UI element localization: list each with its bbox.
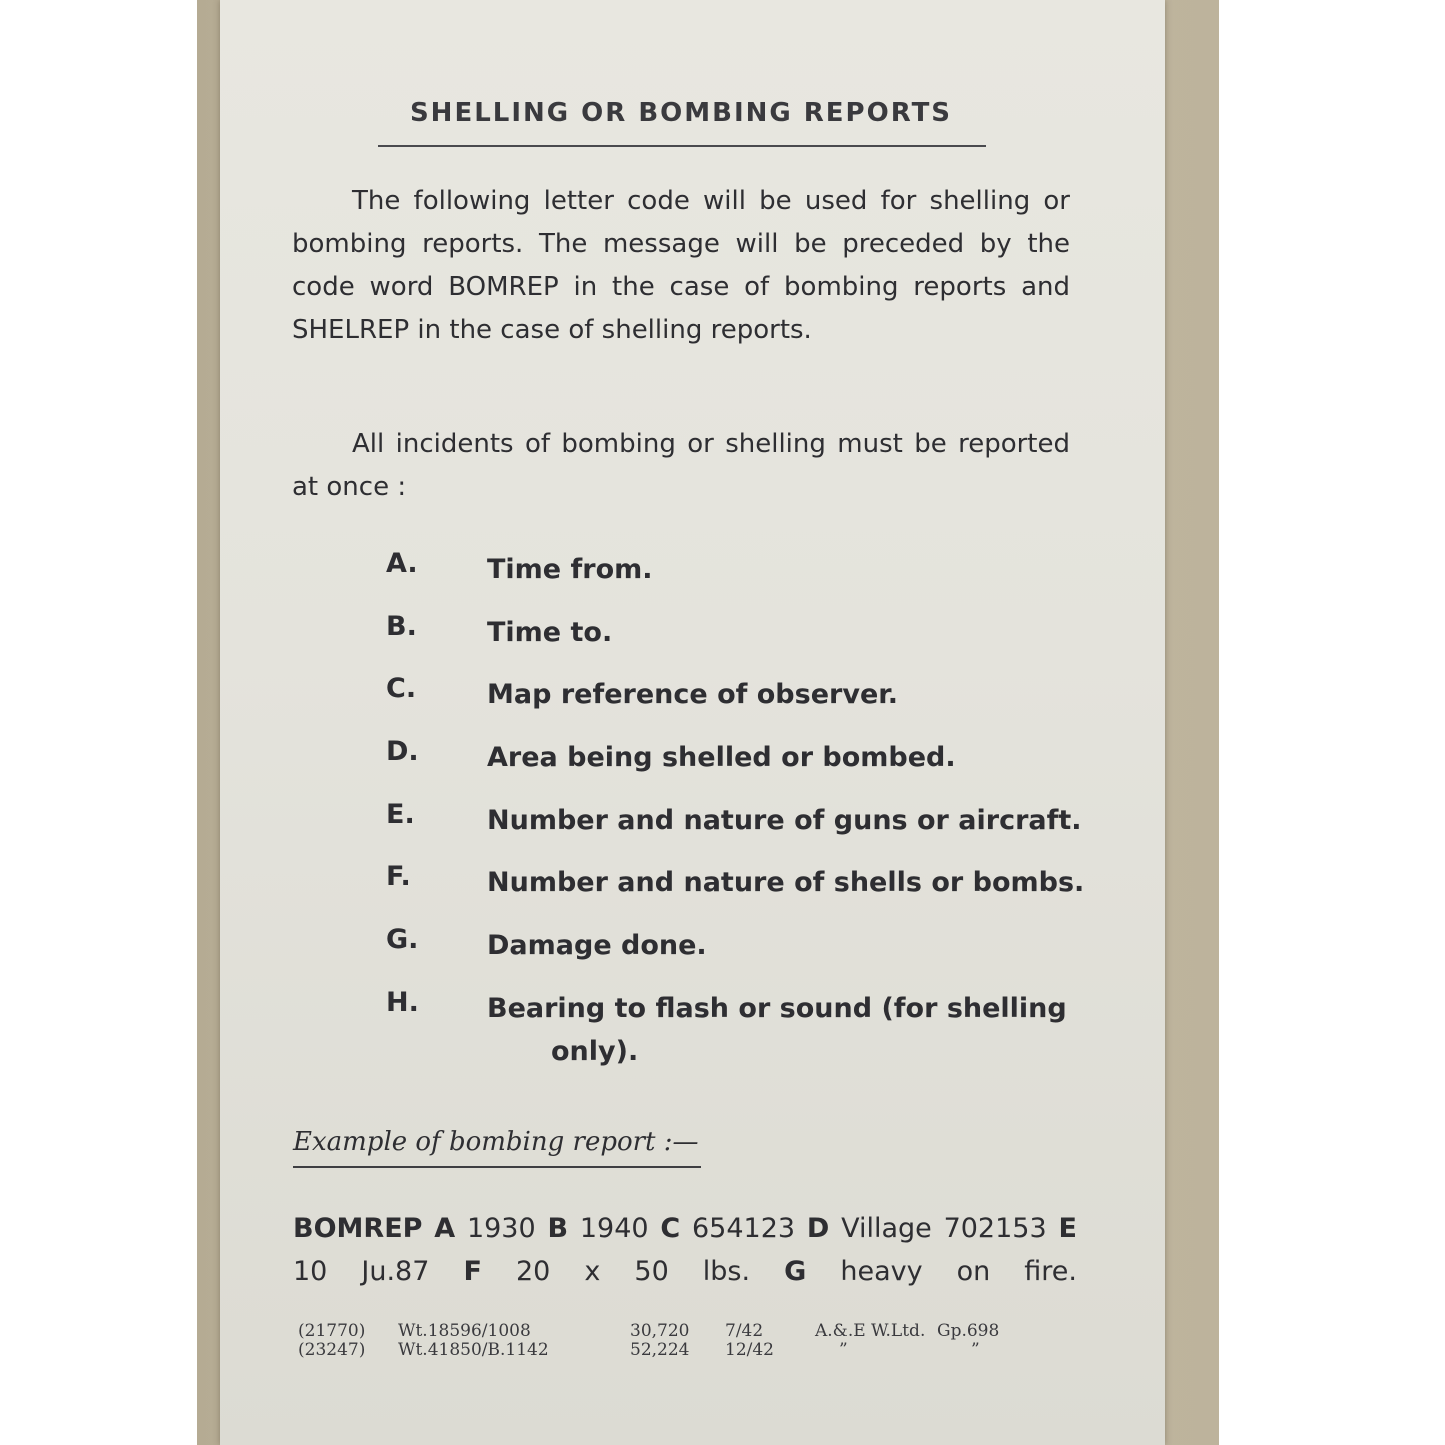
code-item-f	[220, 861, 1165, 924]
code-description: Time from.	[487, 554, 653, 585]
example-value: 1940	[579, 1213, 649, 1244]
example-key: F	[463, 1256, 482, 1287]
intro-text: The following letter code will be used for shelling or bombing reports. The message will be preceded by the code word BOMREP in the case of bombing reports and SHELREP in the case of shelling reports.	[292, 186, 1070, 345]
letter-code-list	[220, 548, 1165, 1067]
example-key: G	[784, 1256, 807, 1287]
example-value: 654123	[691, 1213, 796, 1244]
code-letter: F.	[386, 861, 411, 893]
code-letter: E.	[386, 798, 415, 830]
example-underline	[293, 1166, 701, 1168]
example-value: heavy on fire.	[840, 1256, 1077, 1287]
printer-field: 30,720	[630, 1321, 690, 1341]
printer-line	[298, 1341, 1017, 1360]
code-item-a	[220, 548, 1165, 611]
report-card	[220, 0, 1165, 1445]
example-key: B	[547, 1213, 569, 1244]
code-description-continuation: only).	[551, 1035, 639, 1067]
printer-field: (21770)	[298, 1321, 366, 1341]
code-letter: A.	[386, 548, 418, 579]
instruction-text: All incidents of bombing or shelling must be reported at once :	[292, 429, 1070, 502]
code-letter: G.	[386, 924, 419, 956]
code-item-g	[220, 924, 1165, 987]
example-code-word: BOMREP	[293, 1213, 423, 1244]
printer-field: Wt.18596/1008	[398, 1321, 531, 1341]
code-description: Damage done.	[487, 930, 707, 962]
example-key: C	[660, 1213, 681, 1244]
example-value: 20 x 50 lbs.	[515, 1256, 751, 1287]
code-letter: D.	[386, 736, 419, 768]
code-item-b	[220, 611, 1165, 674]
intro-paragraph	[292, 180, 1070, 352]
code-letter: C.	[386, 673, 417, 705]
code-item-c	[220, 673, 1165, 736]
code-description: Area being shelled or bombed.	[487, 742, 956, 774]
code-item-d	[220, 736, 1165, 799]
example-key: D	[806, 1213, 830, 1244]
example-report	[293, 1207, 1077, 1293]
example-value: Village	[841, 1213, 932, 1244]
code-description: Number and nature of shells or bombs.	[487, 867, 1085, 899]
code-item-e	[220, 799, 1165, 862]
example-value: 10 Ju.87	[293, 1256, 430, 1287]
printer-field: Gp.698	[937, 1321, 1000, 1341]
page-title: SHELLING OR BOMBING REPORTS	[409, 98, 953, 128]
example-value: 702153	[943, 1213, 1047, 1244]
printer-field: (23247)	[298, 1340, 366, 1360]
code-item-h	[220, 986, 1165, 1067]
printer-field: A.&.E W.Ltd.	[815, 1321, 926, 1341]
printer-field: 12/42	[725, 1340, 774, 1360]
code-description: Time to.	[487, 616, 613, 648]
code-letter: B.	[386, 610, 417, 642]
printer-imprint	[298, 1322, 1017, 1360]
printer-line	[298, 1322, 1017, 1341]
code-letter: H.	[386, 986, 419, 1018]
code-description-line: Bearing to flash or sound (for shelling	[487, 992, 1067, 1024]
code-description: Number and nature of guns or aircraft.	[487, 804, 1082, 836]
printer-field: 52,224	[630, 1340, 690, 1360]
instruction-paragraph	[292, 423, 1070, 509]
example-label: Example of bombing report :—	[293, 1127, 699, 1157]
printer-field: ”	[971, 1340, 980, 1360]
printer-field: Wt.41850/B.1142	[398, 1340, 549, 1360]
code-description: Map reference of observer.	[487, 679, 898, 711]
example-value: 1930	[466, 1213, 536, 1244]
example-key: E	[1058, 1213, 1077, 1244]
example-key: A	[434, 1213, 456, 1244]
title-underline	[378, 145, 986, 147]
printer-field: ”	[839, 1340, 848, 1360]
code-description	[487, 987, 1087, 1073]
printer-field: 7/42	[725, 1321, 764, 1341]
